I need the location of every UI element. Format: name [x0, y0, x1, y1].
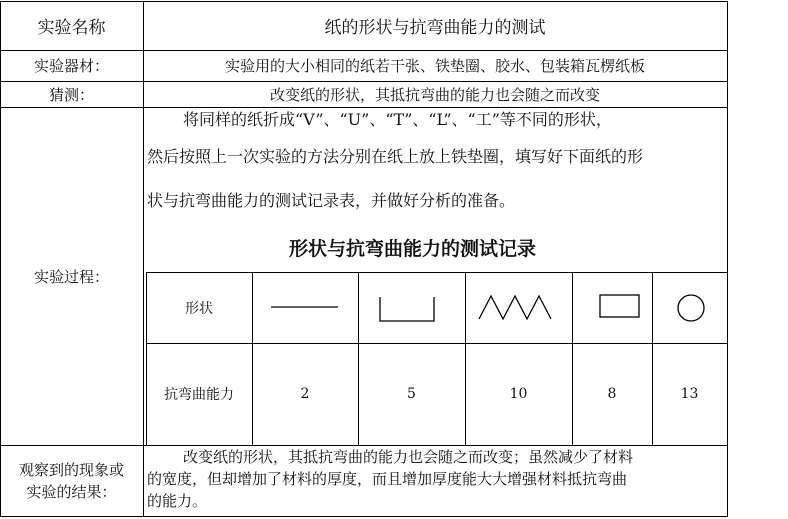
process-label: 实验过程： — [33, 267, 109, 286]
strength-value-rectangle: 8 — [607, 386, 617, 402]
strength-value-zigzag: 10 — [509, 386, 528, 402]
materials-label: 实验器材： — [33, 57, 109, 75]
process-line-3: 状与抗弯曲能力的测试记录表，并做好分析的准备。 — [147, 191, 516, 210]
result-line-1: 改变纸的形状，其抵抗弯曲的能力也会随之而改变；虽然减少了材料 — [183, 448, 634, 466]
process-line-2: 然后按照上一次实验的方法分别在纸上放上铁垫圈，填写好下面纸的形 — [147, 147, 644, 166]
flat-line-icon — [252, 272, 358, 343]
circle-icon — [652, 272, 727, 343]
record-row-label-strength: 抗弯曲能力 — [164, 387, 234, 403]
result-line-3: 的能力。 — [147, 492, 208, 510]
experiment-name-label: 实验名称 — [37, 18, 106, 38]
strength-value-u-channel: 5 — [407, 386, 416, 402]
strength-value-flat: 2 — [300, 386, 310, 402]
u-channel-icon — [358, 272, 465, 343]
rectangle-icon — [572, 272, 652, 343]
table-border-right — [727, 1, 728, 517]
experiment-name-value: 纸的形状与抗弯曲能力的测试 — [324, 18, 546, 38]
materials-value: 实验用的大小相同的纸若干张、铁垫圈、胶水、包装箱瓦楞纸板 — [224, 57, 645, 75]
guess-label: 猜测： — [48, 85, 94, 104]
result-label-line-1: 观察到的现象或 — [18, 460, 124, 479]
process-line-1: 将同样的纸折成“V”、“U”、“T”、“L”、“工”等不同的形状， — [183, 110, 612, 129]
result-label — [0, 445, 143, 516]
table-border-bottom — [0, 516, 728, 517]
strength-value-circle: 13 — [680, 386, 699, 402]
result-label-line-2: 实验的结果： — [26, 482, 117, 501]
record-table-title: 形状与抗弯曲能力的测试记录 — [289, 238, 537, 260]
guess-value: 改变纸的形状，其抵抗弯曲的能力也会随之而改变 — [269, 85, 600, 104]
zigzag-icon — [465, 272, 572, 343]
result-line-2: 的宽度，但却增加了材料的厚度，而且增加厚度能大大增强材料抵抗弯曲 — [147, 470, 628, 488]
record-row-label-shape: 形状 — [185, 300, 213, 317]
